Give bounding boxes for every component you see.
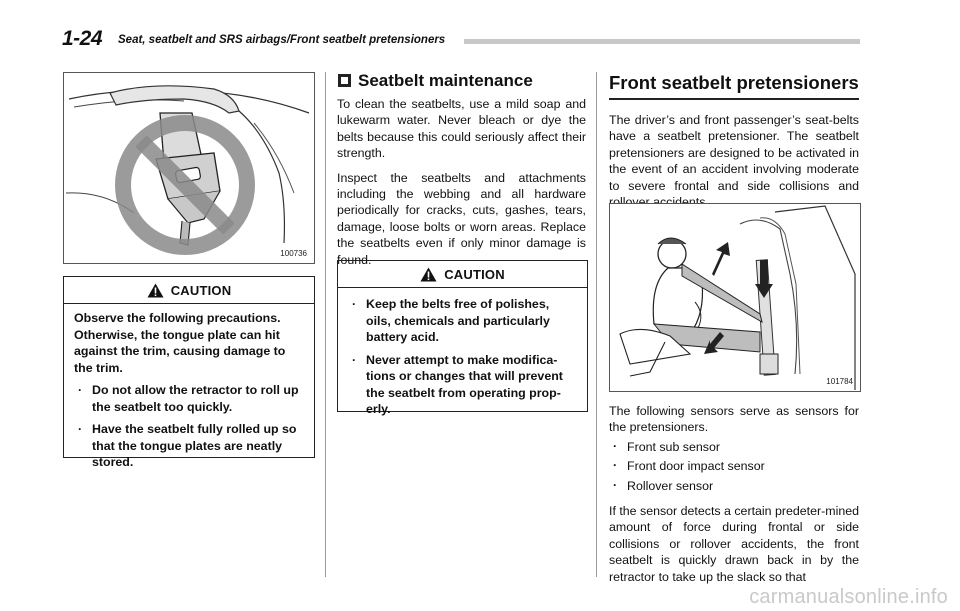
maintenance-title: Seatbelt maintenance [358,71,533,90]
heading-rule [609,98,859,100]
pretensioners-paragraph-3: If the sensor detects a certain predeter-mined amount of force during frontal or side collisions or rollover accidents, the front seatbelt is quickly drawn back in by the retractor to take up the slack so that [609,504,860,584]
figure-code: 101784 [826,377,853,386]
maintenance-paragraph-1: To clean the seatbelts, use a mild soap and lukewarm water. Never bleach or dye the belts because this could seriously affect their strength. [337,97,586,161]
caution-body [338,288,587,432]
warning-triangle-icon [420,267,437,282]
section-square-icon [338,74,351,87]
page-header [62,29,860,49]
caution-title: CAUTION [444,266,505,282]
figure-code: 100736 [280,249,307,258]
site-watermark: carmanualsonline.info [749,586,948,608]
warning-triangle-icon [147,283,164,298]
prohibited-tongue-figure [63,72,315,264]
caution-box-middle [337,260,588,416]
caution-title: CAUTION [170,282,232,298]
header-rule [464,39,860,44]
column-divider-2 [596,72,597,577]
caution-item: . Keep the belts free of polishes, oils, chemicals and particularly battery acid. [348,296,577,346]
caution-heading [64,277,314,304]
maintenance-text [337,96,586,276]
caution-item: . Have the seatbelt fully rolled up so that the tongue plates are neatly stored. [74,421,304,471]
page-number: 1-24 [62,27,103,50]
sensor-list-item: . Front sub sensor [609,439,859,455]
seated-occupant-illustration [610,204,860,391]
caution-heading [338,261,587,288]
sensor-list-item: . Front door impact sensor [609,458,859,474]
sensors-intro: The following sensors serve as sensors for the pretensioners. [609,404,859,435]
maintenance-heading [338,71,533,91]
column-divider-1 [325,72,326,577]
seatbelt-tongue-illustration [64,73,314,263]
caution-intro: Observe the following precautions. Otherwise, the tongue plate can hit against the trim, causing damage to the trim. [74,311,286,375]
pretensioners-details [609,403,859,593]
caution-box-left [63,276,315,469]
pretensioners-paragraph-1: The driver’s and front passenger’s seat-belts have a seatbelt pretensioner. The seatbelt pretensioners are designed to be activated in the event of an accident involving moderate to severe frontal and side collisions and [609,113,859,193]
pretensioners-heading: Front seatbelt pretensioners [609,72,859,93]
pretensioner-figure [609,203,861,392]
sensor-list-item: . Rollover sensor [609,478,859,494]
section-header-title: Seat, seatbelt and SRS airbags/Front seatbelt pretensioners [118,34,446,46]
maintenance-paragraph-2: Inspect the seatbelts and attachments including the webbing and all hardware periodically for cracks, cuts, gashes, tears, damage, loose bolts or worn areas. Replace the seatbelts even if only minor damage is found. [337,170,586,267]
caution-item: . Never attempt to make modifica-tions or changes that will prevent the seatbelt from operating prop-erly. [348,352,577,418]
caution-body [64,304,314,485]
caution-item: . Do not allow the retractor to roll up the seatbelt too quickly. [74,382,304,415]
